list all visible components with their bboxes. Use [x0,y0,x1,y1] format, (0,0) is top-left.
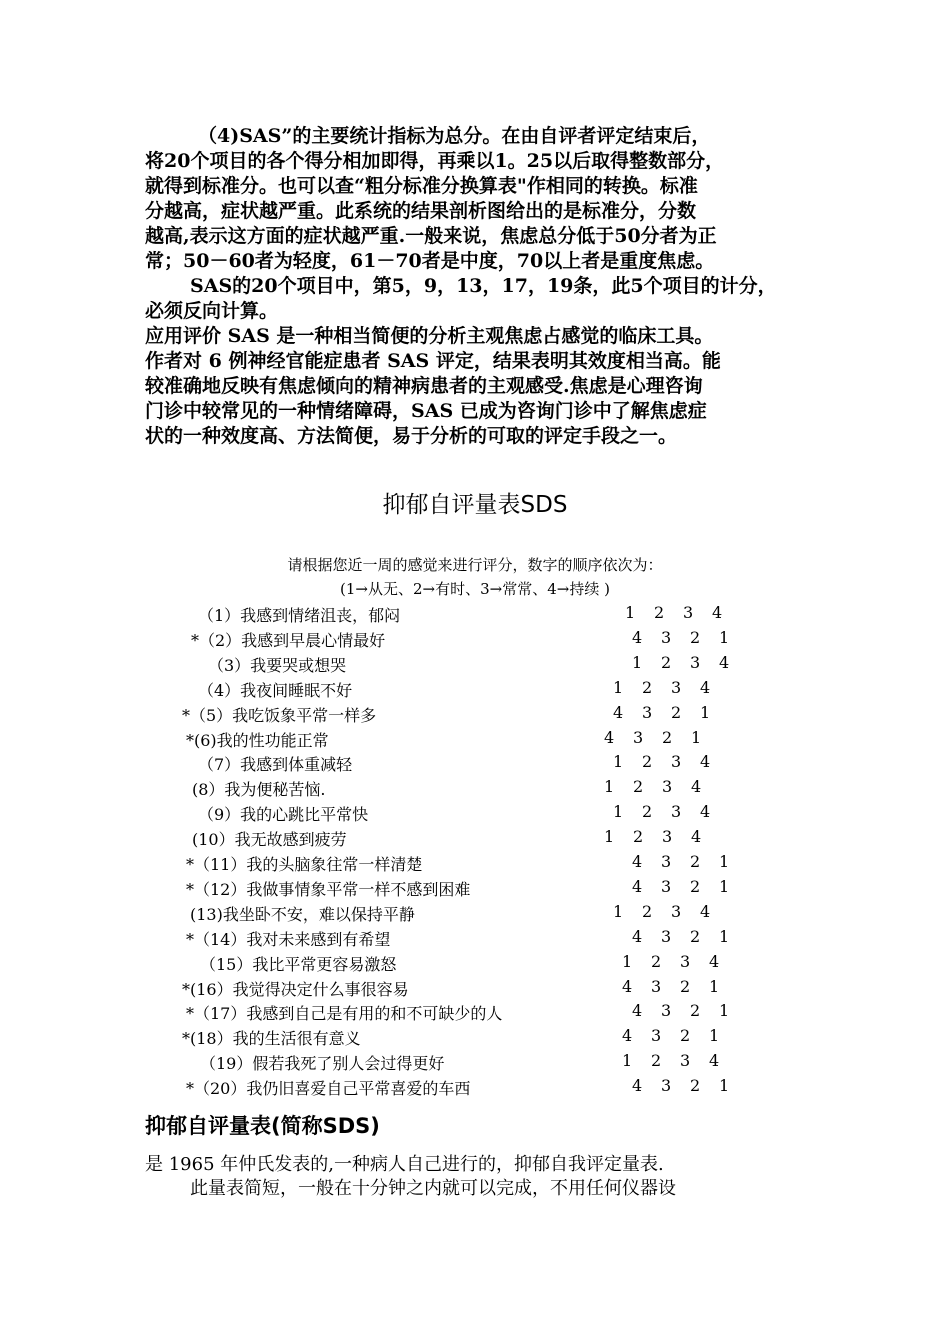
sds-item: （4）我夜间睡眠不好 [198,681,353,700]
sds-item: （3）我要哭或想哭 [208,656,347,675]
score-value: 4 [691,777,702,796]
application-line-1: 应用评价 SAS 是一种相当简便的分析主观焦虑占感觉的临床工具。 [145,325,714,347]
score-value: 3 [661,1001,672,1020]
score-value: 4 [632,877,643,896]
score-value: 2 [642,802,653,821]
intro-line-6: 常；50－60者为轻度，61－70者是中度，70以上者是重度焦虑。 [145,250,715,272]
score-value: 1 [700,703,711,722]
score-value: 2 [651,952,662,971]
sds-item: *(6)我的性功能正常 [186,731,329,750]
sds-item: *（20）我仍旧喜爱自己平常喜爱的车西 [186,1079,471,1098]
score-value: 3 [651,977,662,996]
sds-item-scores [613,802,729,821]
score-value: 3 [680,952,691,971]
application-line-2: 作者对 6 例神经官能症患者 SAS 评定，结果表明其效度相当高。能 [145,350,721,372]
application-line-4: 门诊中较常见的一种情绪障碍，SAS 已成为咨询门诊中了解焦虑症 [145,400,707,422]
score-value: 1 [625,603,636,622]
sds-item-scores [632,1076,748,1095]
intro-line-8: 必须反向计算。 [145,300,279,322]
score-value: 1 [604,827,615,846]
score-value: 2 [690,852,701,871]
sds-item-scores [622,1051,738,1070]
score-value: 1 [691,728,702,747]
sds-item-scores [604,728,720,747]
score-value: 2 [690,1076,701,1095]
sds-item-scores [622,952,738,971]
score-value: 3 [680,1051,691,1070]
score-value: 2 [690,628,701,647]
score-value: 3 [661,628,672,647]
score-value: 1 [719,927,730,946]
sds-item: （15）我比平常更容易激怒 [200,955,397,974]
sds-item-scores [632,927,748,946]
score-value: 1 [719,852,730,871]
score-value: 1 [719,1001,730,1020]
score-value: 4 [709,952,720,971]
sds-item: （9）我的心跳比平常快 [198,805,369,824]
sds-item-scores [632,877,748,896]
score-value: 2 [671,703,682,722]
score-value: 3 [662,777,673,796]
score-value: 3 [690,653,701,672]
score-value: 4 [700,678,711,697]
score-value: 2 [654,603,665,622]
score-value: 4 [622,977,633,996]
score-value: 4 [700,752,711,771]
score-value: 4 [691,827,702,846]
intro-line-4: 分越高，症状越严重。此系统的结果剖析图给出的是标准分，分数 [145,200,697,222]
intro-line-5: 越高,表示这方面的症状越严重.一般来说，焦虑总分低于50分者为正 [145,225,717,247]
score-value: 4 [632,1076,643,1095]
score-value: 1 [622,1051,633,1070]
score-value: 3 [661,877,672,896]
instructions-line-2: (1→从无、2→有时、3→常常、4→持续 ) [340,580,610,598]
sds-title: 抑郁自评量表SDS [382,492,568,518]
score-value: 3 [661,927,672,946]
score-value: 3 [633,728,644,747]
sds-item-scores [613,703,729,722]
score-value: 4 [632,927,643,946]
score-value: 1 [719,877,730,896]
sds-item-scores [604,827,720,846]
sds-item: (8）我为便秘苦恼. [192,780,326,799]
score-value: 1 [709,1026,720,1045]
score-value: 2 [680,1026,691,1045]
score-value: 3 [642,703,653,722]
score-value: 2 [690,927,701,946]
score-value: 3 [661,852,672,871]
instructions-line-1: 请根据您近一周的感觉来进行评分，数字的顺序依次为： [287,556,663,574]
score-value: 2 [633,827,644,846]
sds-item-scores [604,777,720,796]
score-value: 2 [662,728,673,747]
score-value: 1 [622,952,633,971]
score-value: 3 [662,827,673,846]
score-value: 1 [632,653,643,672]
score-value: 3 [671,752,682,771]
score-value: 2 [642,678,653,697]
sds-item-scores [632,1001,748,1020]
score-value: 3 [671,802,682,821]
score-value: 4 [613,703,624,722]
sds-heading: 抑郁自评量表(简称SDS) [145,1114,380,1138]
score-value: 1 [613,802,624,821]
sds-item-scores [622,977,738,996]
sds-item: *（5）我吃饭象平常一样多 [182,706,377,725]
sds-item-scores [632,852,748,871]
application-line-3: 较准确地反映有焦虑倾向的精神病患者的主观感受.焦虑是心理咨询 [145,375,703,397]
sds-item-scores [632,628,748,647]
sds-item-scores [613,902,729,921]
score-value: 2 [661,653,672,672]
score-value: 2 [642,902,653,921]
score-value: 2 [642,752,653,771]
application-line-5: 状的一种效度高、方法简便，易于分析的可取的评定手段之一。 [145,425,678,447]
sds-item: （19）假若我死了别人会过得更好 [200,1054,445,1073]
score-value: 3 [671,678,682,697]
score-value: 4 [632,1001,643,1020]
sds-item: *（11）我的头脑象往常一样清楚 [186,855,423,874]
sds-item: *（2）我感到早晨心情最好 [191,631,386,650]
score-value: 4 [632,628,643,647]
score-value: 1 [719,1076,730,1095]
score-value: 3 [651,1026,662,1045]
intro-line-7: SAS的20个项目中，第5，9，13，17，19条，此5个项目的计分， [190,275,777,297]
sds-item-scores [622,1026,738,1045]
closing-line-2: 此量表简短，一般在十分钟之内就可以完成，不用任何仪器设 [190,1178,676,1199]
score-value: 4 [700,802,711,821]
score-value: 3 [671,902,682,921]
score-value: 4 [700,902,711,921]
intro-line-2: 将20个项目的各个得分相加即得，再乘以1。25以后取得整数部分， [145,150,725,172]
score-value: 4 [632,852,643,871]
score-value: 2 [690,1001,701,1020]
sds-item-scores [613,752,729,771]
closing-line-1: 是 1965 年仲氏发表的,一种病人自己进行的，抑郁自我评定量表. [145,1154,664,1175]
score-value: 1 [719,628,730,647]
sds-item: *（14）我对未来感到有希望 [186,930,391,949]
score-value: 1 [604,777,615,796]
sds-item-scores [632,653,748,672]
score-value: 1 [613,902,624,921]
sds-item: (13)我坐卧不安，难以保持平静 [190,905,415,924]
sds-item: *（17）我感到自己是有用的和不可缺少的人 [186,1004,503,1023]
score-value: 4 [604,728,615,747]
sds-item-scores [625,603,741,622]
intro-line-1: （4)SAS”的主要统计指标为总分。在由自评者评定结束后， [198,125,711,147]
sds-item-scores [613,678,729,697]
intro-line-3: 就得到标准分。也可以查“粗分标准分换算表"作相同的转换。标准 [145,175,698,197]
score-value: 4 [622,1026,633,1045]
sds-item: *(18）我的生活很有意义 [182,1029,361,1048]
sds-item: （1）我感到情绪沮丧，郁闷 [198,606,401,625]
score-value: 2 [680,977,691,996]
sds-item: （7）我感到体重减轻 [198,755,353,774]
score-value: 4 [712,603,723,622]
score-value: 2 [633,777,644,796]
sds-item: *(16）我觉得决定什么事很容易 [182,980,409,999]
score-value: 1 [709,977,720,996]
score-value: 3 [661,1076,672,1095]
score-value: 4 [719,653,730,672]
score-value: 4 [709,1051,720,1070]
score-value: 3 [683,603,694,622]
score-value: 1 [613,752,624,771]
score-value: 2 [651,1051,662,1070]
sds-item: *（12）我做事情象平常一样不感到困难 [186,880,471,899]
score-value: 1 [613,678,624,697]
sds-item: (10）我无故感到疲劳 [192,830,347,849]
score-value: 2 [690,877,701,896]
